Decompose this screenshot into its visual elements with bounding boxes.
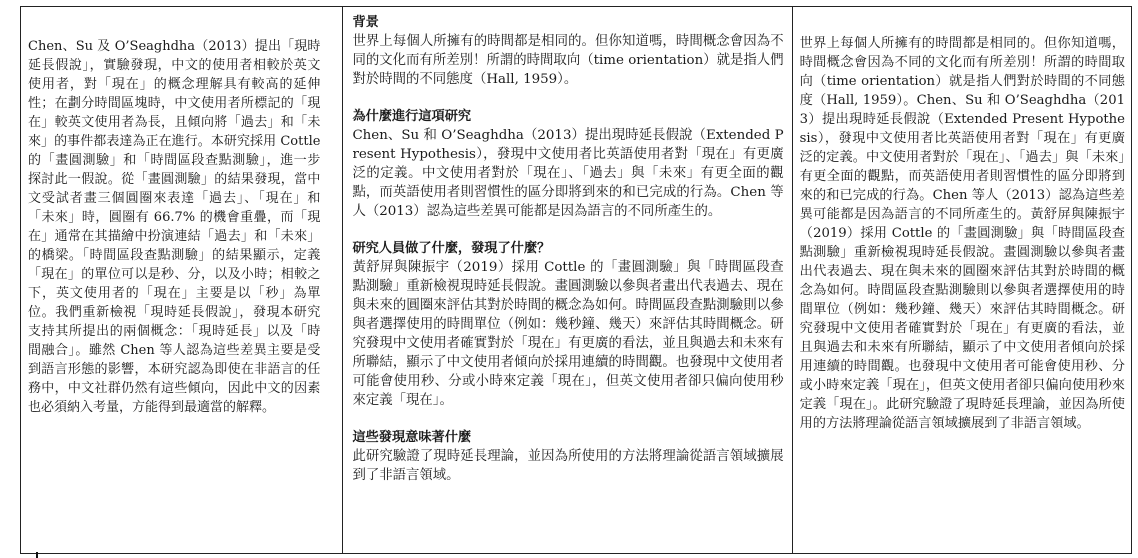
original-abstract-text: Chen、Su 及 O’Seaghdha（2013）提出「現時延長假說」，實驗發現，中文的使用者相較於英文使用者，對「現在」的概念理解具有較高的延伸性；在劃分時間區塊時，中文使用者所標記的「現在」較英文使用者為長，且傾向將「過去」和「未來」的事件都表達為正在進行。本研究採用 Cottle 的「畫圓測驗」和「時間區段查點測驗」，進一步探討此一假說。從「畫圓測驗」的結果發現，當中文受試者畫三個圓圈來表達「過去」、「現在」和「未來」時，圓圈有 66.7% 的機會重疊，而「現在」通常在其描繪中扮演連結「過去」和「未來」的橋梁。「時間區段查點測驗」的結果顯示，定義「現在」的單位可以是秒、分，以及小時；相較之下，英文使用者的「現在」主要是以「秒」為單位。我們重新檢視「現時延長假說」，發現本研究支持其所提出的兩個概念：「現時延長」以及「時間融合」。雖然 Chen 等人認為這些差異主要是受到語言形態的影響，本研究認為即使在非語言的任務中，中文社群仍然有這些傾向，因此中文的因素也必須納入考量，方能得到最適當的解釋。 <box>28 39 321 415</box>
structured-summary-column <box>342 7 791 553</box>
section-heading: 研究人員做了什麼，發現了什麼？ <box>352 241 551 256</box>
section-what-researchers-did <box>352 239 783 410</box>
section-what-findings-mean <box>352 428 783 485</box>
comparison-table <box>20 6 1132 554</box>
plain-summary-text: 世界上每個人所擁有的時間都是相同的。但你知道嗎，時間概念會因為不同的文化而有所差別！所謂的時間取向（time orientation）就是指人們對於時間的不同態度（Hall, 1959）。Chen、Su 和 O’Seaghdha（2013）提出現時延長假說（Extended Present Hypothesis），發現中文使用者比英語使用者對「現在」有更廣泛的定義。中文使用者對於「現在」、「過去」與「未來」有更全面的觀點，而英語使用者則習慣性的區分即將到來的和已完成的行為。Chen 等人（2013）認為這些差異可能都是因為語言的不同所產生的。黃舒屏與陳振宇（2019）採用 Cottle 的「畫圓測驗」與「時間區段查點測驗」重新檢視現時延長假說。畫圓測驗以參與者畫出代表過去、現在與未來的圓圈來評估其對於時間的概念為如何。時間區段查點測驗則以參與者選擇使用的時間單位（例如：幾秒鐘、幾天）來評估其時間概念。研究發現中文使用者確實對於「現在」有更廣的看法，並且與過去和未來有所聯結，顯示了中文使用者傾向於採用連續的時間觀。也發現中文使用者可能會使用秒、分或小時來定義「現在」，但英文使用者卻只偏向使用秒來定義「現在」。此研究驗證了現時延長理論，並因為所使用的方法將理論從語言領域擴展到了非語言領域。 <box>799 36 1125 431</box>
section-heading: 背景 <box>352 15 379 30</box>
section-heading: 這些發現意味著什麼 <box>352 430 472 445</box>
margin-tick-mark <box>36 552 38 558</box>
section-why-research <box>352 107 783 221</box>
plain-summary-column <box>792 7 1131 553</box>
section-body: Chen、Su 和 O’Seaghdha（2013）提出現時延長假說（Extended Present Hypothesis），發現中文使用者比英語使用者對「現在」有更廣泛的定義。中文使用者對於「現在」、「過去」與「未來」有更全面的觀點，而英語使用者則習慣性的區分即將到來的和已完成的行為。Chen 等人（2013）認為這些差異可能都是因為語言的不同所產生的。 <box>352 128 784 219</box>
section-body: 世界上每個人所擁有的時間都是相同的。但你知道嗎，時間概念會因為不同的文化而有所差別！所謂的時間取向（time orientation）就是指人們對於時間的不同態度（Hall, 1959）。 <box>352 34 784 87</box>
original-abstract-column <box>21 7 342 553</box>
section-background <box>352 13 783 89</box>
section-heading: 為什麼進行這項研究 <box>352 109 472 124</box>
section-body: 黃舒屏與陳振宇（2019）採用 Cottle 的「畫圓測驗」與「時間區段查點測驗」重新檢視現時延長假說。畫圓測驗以參與者畫出代表過去、現在與未來的圓圈來評估其對於時間的概念為如何。時間區段查點測驗則以參與者選擇使用的時間單位（例如：幾秒鐘、幾天）來評估其時間概念。研究發現中文使用者確實對於「現在」有更廣的看法，並且與過去和未來有所聯結，顯示了中文使用者傾向於採用連續的時間觀。也發現中文使用者可能會使用秒、分或小時來定義「現在」，但英文使用者卻只偏向使用秒來定義「現在」。 <box>352 260 784 408</box>
section-body: 此研究驗證了現時延長理論，並因為所使用的方法將理論從語言領域擴展到了非語言領域。 <box>352 449 784 483</box>
